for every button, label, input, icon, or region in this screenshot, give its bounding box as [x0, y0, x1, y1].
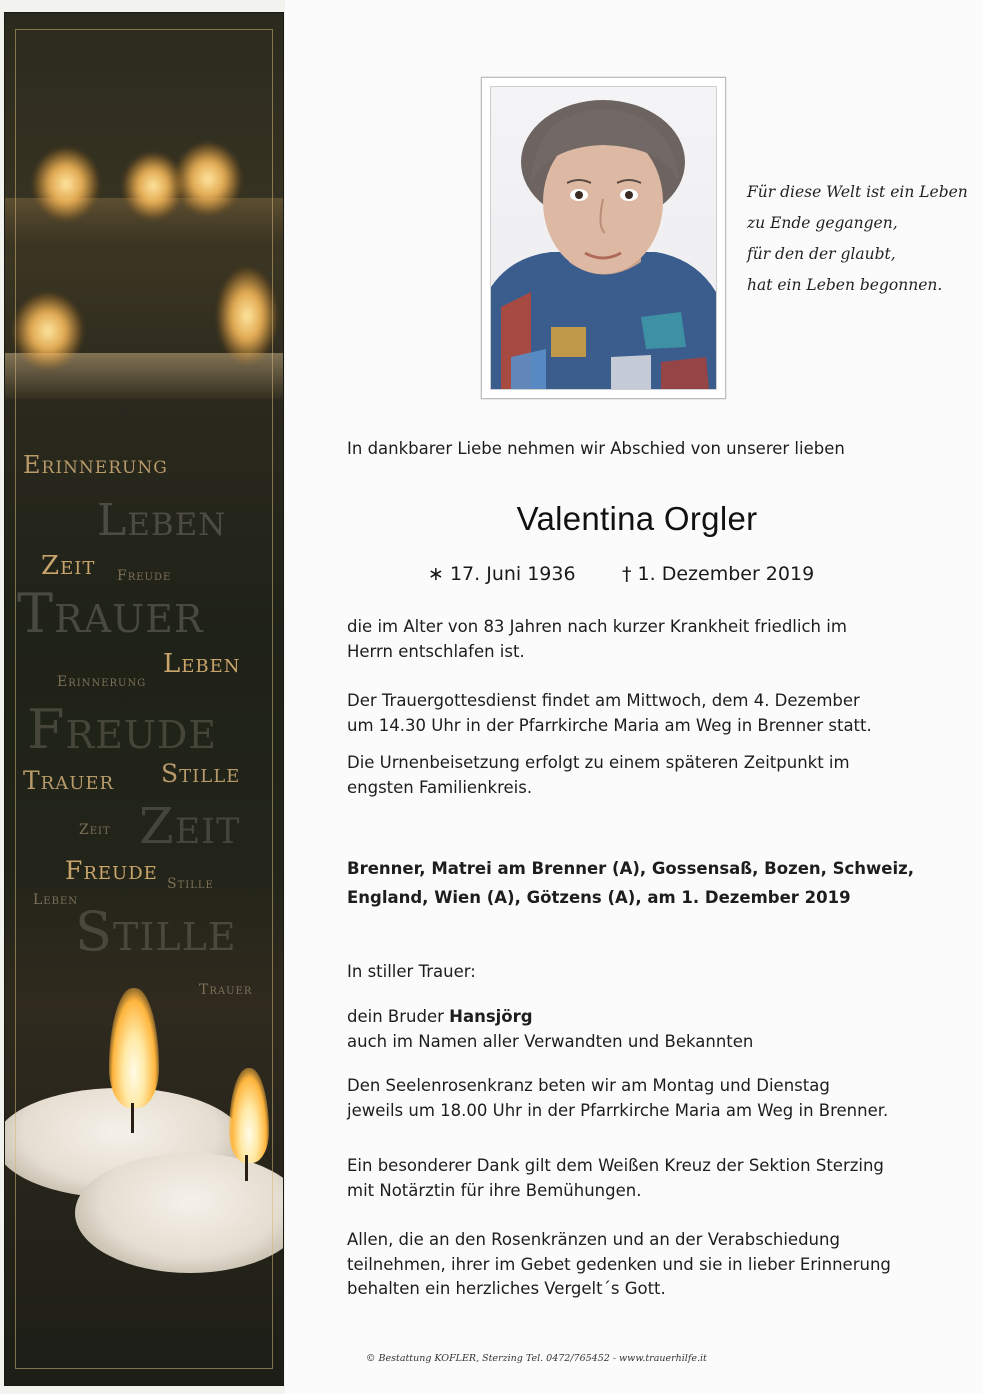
text-line: Allen, die an den Rosenkränzen und an der Verabschiedung: [347, 1230, 840, 1249]
decorative-side-strip: [0, 0, 285, 1394]
poem-line: für den der glaubt,: [747, 245, 896, 263]
text-line: Der Trauergottesdienst findet am Mittwoch, dem 4. Dezember: [347, 691, 860, 710]
text-line: Den Seelenrosenkranz beten wir am Montag und Dienstag: [347, 1076, 830, 1095]
poem-line: hat ein Leben begonnen.: [747, 276, 943, 294]
closing-text: [347, 1228, 891, 1302]
decor-word: Freude: [65, 856, 158, 885]
portrait-photo: [490, 86, 717, 390]
mourning-intro: In stiller Trauer:: [347, 962, 476, 981]
candle-photo-panel: [4, 12, 284, 1386]
memorial-poem: [747, 177, 977, 301]
passing-text: [347, 615, 847, 664]
poem-line: zu Ende gegangen,: [747, 214, 898, 232]
funeral-service-text: [347, 689, 872, 738]
text-line: auch im Namen aller Verwandten und Bekannten: [347, 1031, 754, 1051]
decor-word: Stille: [167, 876, 214, 892]
decor-word: Zeit: [139, 797, 241, 855]
text-line: England, Wien (A), Götzens (A), am 1. Dezember 2019: [347, 888, 851, 907]
brother-prefix: dein Bruder: [347, 1007, 450, 1026]
text-line: Die Urnenbeisetzung erfolgt zu einem späteren Zeitpunkt im: [347, 753, 850, 772]
text-line: um 14.30 Uhr in der Pfarrkirche Maria am Weg in Brenner statt.: [347, 715, 872, 735]
deceased-name: Valentina Orgler: [516, 500, 758, 537]
poem-line: Für diese Welt ist ein Leben: [747, 183, 968, 201]
birth-date: ∗ 17. Juni 1936: [428, 563, 576, 585]
mourners: [347, 1005, 753, 1054]
text-line: [347, 1005, 753, 1030]
portrait-frame: [481, 77, 726, 399]
decor-word: Trauer: [199, 982, 253, 998]
decor-word: Trauer: [23, 766, 115, 795]
decor-word: Stille: [161, 759, 241, 788]
decor-word: Erinnerung: [23, 451, 168, 479]
decor-word: Stille: [75, 900, 237, 963]
text-line: engsten Familienkreis.: [347, 777, 533, 797]
decor-word: Leben: [33, 892, 78, 908]
text-line: Brenner, Matrei am Brenner (A), Gossensaß, Bozen, Schweiz,: [347, 859, 915, 878]
text-line: die im Alter von 83 Jahren nach kurzer Krankheit friedlich im: [347, 617, 847, 636]
text-line: Herrn entschlafen ist.: [347, 641, 525, 661]
footer-credit: © Bestattung KOFLER, Sterzing Tel. 0472/765452 - www.trauerhilfe.it: [366, 1353, 707, 1364]
text-line: jeweils um 18.00 Uhr in der Pfarrkirche Maria am Weg in Brenner.: [347, 1100, 889, 1120]
text-line: Ein besonderer Dank gilt dem Weißen Kreuz der Sektion Sterzing: [347, 1156, 884, 1175]
intro-text: In dankbarer Liebe nehmen wir Abschied von unserer lieben: [347, 439, 845, 458]
panel-border: [15, 29, 273, 1369]
decor-word: Zeit: [79, 822, 111, 838]
brother-name: Hansjörg: [449, 1007, 533, 1026]
places-and-date: [347, 854, 914, 912]
decor-word: Leben: [97, 495, 227, 546]
decor-word: Erinnerung: [57, 674, 147, 690]
thanks-text: [347, 1154, 884, 1203]
decor-word: Freude: [117, 568, 172, 584]
text-line: mit Notärztin für ihre Bemühungen.: [347, 1180, 642, 1200]
urn-burial-text: [347, 751, 850, 800]
decor-word: Freude: [27, 698, 218, 761]
text-line: teilnehmen, ihrer im Gebet gedenken und sie in lieber Erinnerung: [347, 1254, 891, 1274]
decor-word: Trauer: [17, 582, 204, 645]
rosary-text: [347, 1074, 888, 1123]
death-date: † 1. Dezember 2019: [622, 563, 815, 585]
decor-word: Zeit: [41, 551, 96, 581]
text-line: behalten ein herzliches Vergelt´s Gott.: [347, 1279, 666, 1298]
decor-word: Leben: [163, 649, 241, 679]
